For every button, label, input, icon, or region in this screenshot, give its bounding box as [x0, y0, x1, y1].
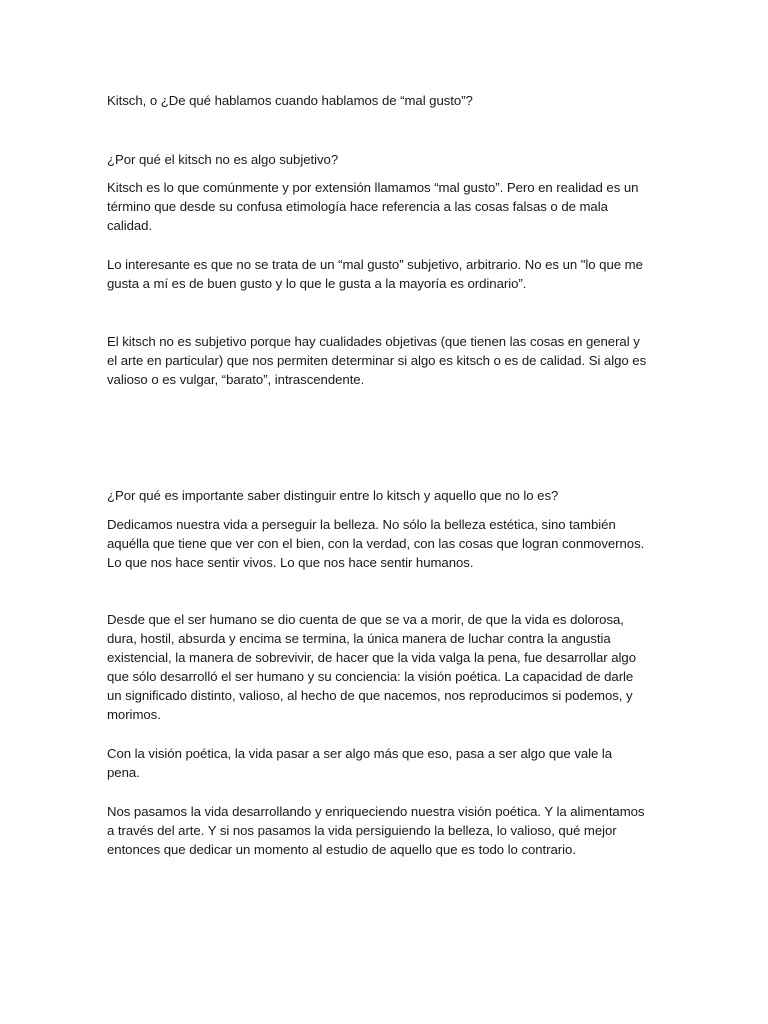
paragraph-poetic-vision: Desde que el ser humano se dio cuenta de que se va a morir, de que la vida es dolorosa, dura, hostil, absurda y encima se termina, la única manera de luchar contra la angustia existencial, la manera de sobrevivir, de hacer que la vida valga la pena, fue desarrollar algo que sólo desarrolló el ser humano y su conciencia: la visión poética. La capacidad de darle un significado distinto, valioso, al hecho de que nacemos, nos reproducimos si podemos, y morimos. — [107, 612, 636, 722]
paragraph-art-nourishes: Nos pasamos la vida desarrollando y enriqueciendo nuestra visión poética. Y la alimentamos a través del arte. Y si nos pasamos la vida persiguiendo la belleza, lo valioso, qué mejor entonces que dedicar un momento al estudio de aquello que es todo lo contrario. — [107, 804, 645, 857]
section-heading-subjective: ¿Por qué el kitsch no es algo subjetivo? — [107, 152, 339, 167]
paragraph-kitsch-definition: Kitsch es lo que comúnmente y por extensión llamamos “mal gusto”. Pero en realidad es un término que desde su confusa etimología hace referencia a las cosas falsas o de mala calidad. — [107, 180, 639, 233]
paragraph-not-subjective: Lo interesante es que no se trata de un “mal gusto” subjetivo, arbitrario. No es un "lo que me gusta a mí es de buen gusto y lo que le gusta a la mayoría es ordinario”. — [107, 257, 643, 291]
paragraph-beauty: Dedicamos nuestra vida a perseguir la belleza. No sólo la belleza estética, sino también aquélla que tiene que ver con el bien, con la verdad, con las cosas que logran conmovernos. Lo que nos hace sentir vivos. Lo que nos hace sentir humanos. — [107, 517, 645, 570]
paragraph-worth-it: Con la visión poética, la vida pasar a ser algo más que eso, pasa a ser algo que vale la pena. — [107, 746, 613, 780]
document-title: Kitsch, o ¿De qué hablamos cuando hablamos de “mal gusto”? — [107, 93, 473, 108]
section-heading-importance: ¿Por qué es importante saber distinguir entre lo kitsch y aquello que no lo es? — [107, 488, 559, 503]
paragraph-objective-qualities: El kitsch no es subjetivo porque hay cualidades objetivas (que tienen las cosas en general y el arte en particular) que nos permiten determinar si algo es kitsch o es de calidad. Si algo es valioso o es vulgar, “barato”, intrascendente. — [107, 334, 647, 387]
